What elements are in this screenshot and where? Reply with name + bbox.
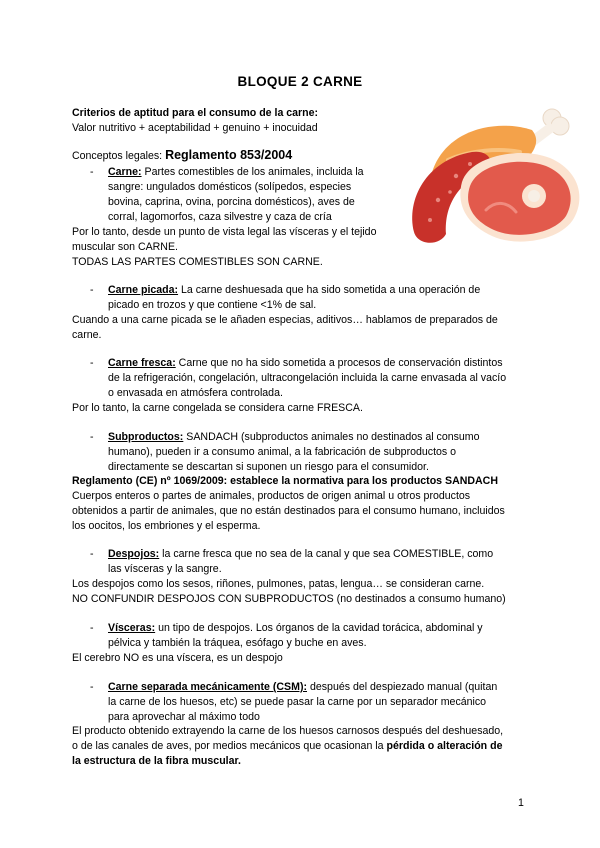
steak-icon <box>460 153 579 242</box>
despojos-after-2: NO CONFUNDIR DESPOJOS CON SUBPRODUCTOS (no destinados a consumo humano) <box>72 593 506 605</box>
carne-term: Carne: <box>108 166 142 178</box>
bullet-dash: - <box>90 166 94 178</box>
conceptos-line <box>72 148 292 164</box>
carne-after-1: Por lo tanto, desde un punto de vista legal las vísceras y el tejido <box>72 226 377 238</box>
subproductos-after-1: Cuerpos enteros o partes de animales, productos de origen animal u otros productos <box>72 490 471 502</box>
picada-text-2: picado en trozos y que contiene <1% de sal. <box>108 299 317 311</box>
visceras-after: El cerebro NO es una víscera, es un despojo <box>72 652 283 664</box>
despojos-text-2: las vísceras y la sangre. <box>108 563 222 575</box>
carne-text-4: corral, lagomorfos, caza silvestre y caza de cría <box>108 211 332 223</box>
csm-after-1: El producto obtenido extrayendo la carne de los huesos carnosos después del deshuesado, <box>72 725 504 737</box>
reglamento-853: Reglamento 853/2004 <box>165 148 293 162</box>
bullet-dash: - <box>90 357 94 369</box>
carne-text-3: bovina, caprina, ovina, porcina domésticos), aves de <box>108 196 355 208</box>
subproductos-after-3: los oocitos, los embriones y el esperma. <box>72 520 261 532</box>
csm-term: Carne separada mecánicamente (CSM): <box>108 681 308 693</box>
subproductos-after-2: obtenidos a partir de animales, que no están destinados para el consumo humano, incluidos <box>72 505 505 517</box>
subproductos-text-2: humano), pueden ir a consumo animal, a la fabricación de subproductos o <box>108 446 457 458</box>
fresca-line-1 <box>108 356 503 371</box>
carne-text-1: Partes comestibles de los animales, incluida la <box>144 166 364 178</box>
meat-illustration-icon <box>400 100 590 250</box>
bullet-dash: - <box>90 622 94 634</box>
despojos-line-1 <box>108 547 493 562</box>
visceras-text-2: pélvica y también la tráquea, esófago y buche en aves. <box>108 637 367 649</box>
carne-line-1 <box>108 165 364 180</box>
picada-after-2: carne. <box>72 329 102 341</box>
subproductos-text-1: SANDACH (subproductos animales no destinados al consumo <box>186 431 480 443</box>
criterios-text: Valor nutritivo + aceptabilidad + genuino + inocuidad <box>72 122 318 134</box>
subproductos-text-3: directamente se descartan si suponen un riesgo para el consumidor. <box>108 461 429 473</box>
picada-line-1 <box>108 283 480 298</box>
picada-text-1: La carne deshuesada que ha sido sometida a una operación de <box>181 284 481 296</box>
fresca-text-2: de la refrigeración, congelación, ultracongelación incluida la carne envasada al vacío <box>108 372 507 384</box>
picada-term: Carne picada: <box>108 284 179 296</box>
csm-text-1: después del despiezado manual (quitan <box>309 681 498 693</box>
csm-after-2b: pérdida o alteración de <box>386 740 503 752</box>
csm-after-3: la estructura de la fibra muscular. <box>72 755 241 767</box>
fresca-text-3: o envasada en atmósfera controlada. <box>108 387 283 399</box>
fresca-after: Por lo tanto, la carne congelada se considera carne FRESCA. <box>72 402 363 414</box>
visceras-line-1 <box>108 621 483 636</box>
carne-after-3: TODAS LAS PARTES COMESTIBLES SON CARNE. <box>72 256 323 268</box>
document-title: BLOQUE 2 CARNE <box>237 74 363 89</box>
csm-after-2 <box>72 739 502 754</box>
subproductos-line-1 <box>108 430 480 445</box>
reglamento-1069: Reglamento (CE) nº 1069/2009: establece la normativa para los productos SANDACH <box>72 475 498 487</box>
csm-text-2: la carne de los huesos, etc) se puede pasar la carne por un separador mecánico <box>108 696 487 708</box>
fresca-text-1: Carne que no ha sido sometida a procesos de conservación distintos <box>178 357 503 369</box>
csm-line-1 <box>108 680 497 695</box>
csm-after-2a: o de las canales de aves, por medios mecánicos que ocasionan la <box>72 740 387 752</box>
criterios-heading: Criterios de aptitud para el consumo de la carne: <box>72 107 319 119</box>
despojos-text-1: la carne fresca que no sea de la canal y que sea COMESTIBLE, como <box>162 548 494 560</box>
despojos-term: Despojos: <box>108 548 160 560</box>
bullet-dash: - <box>90 284 94 296</box>
picada-after-1: Cuando a una carne picada se le añaden especias, aditivos… hablamos de preparados de <box>72 314 498 326</box>
carne-after-2: muscular son CARNE. <box>72 241 178 253</box>
bullet-dash: - <box>90 548 94 560</box>
page-number: 1 <box>518 797 524 809</box>
conceptos-label: Conceptos legales: <box>72 150 163 162</box>
visceras-text-1: un tipo de despojos. Los órganos de la cavidad torácica, abdominal y <box>158 622 483 634</box>
subproductos-term: Subproductos: <box>108 431 184 443</box>
visceras-term: Vísceras: <box>108 622 156 634</box>
carne-text-2: sangre: ungulados domésticos (solípedos, especies <box>108 181 352 193</box>
csm-text-3: para aprovechar al máximo todo <box>108 711 260 723</box>
fresca-term: Carne fresca: <box>108 357 176 369</box>
bullet-dash: - <box>90 681 94 693</box>
despojos-after-1: Los despojos como los sesos, riñones, pulmones, patas, lengua… se consideran carne. <box>72 578 485 590</box>
bullet-dash: - <box>90 431 94 443</box>
